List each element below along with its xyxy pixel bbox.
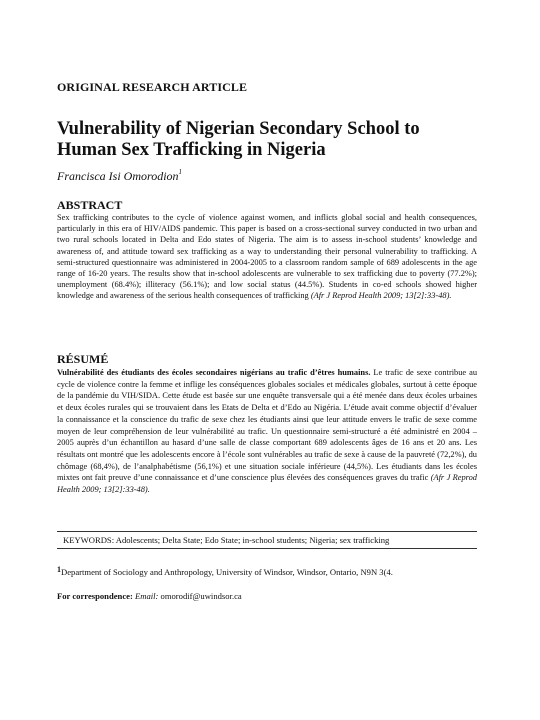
email-link[interactable]: omorodif@uwindsor.ca xyxy=(160,591,242,601)
abstract-heading: ABSTRACT xyxy=(57,198,123,212)
author-affiliation-marker: 1 xyxy=(178,168,183,176)
resume-body xyxy=(57,367,477,496)
email-label: Email: xyxy=(134,591,159,601)
abstract-citation: (Afr J Reprod Health 2009; 13[2]:33-48). xyxy=(310,291,452,301)
abstract-text: Sex trafficking contributes to the cycle of violence against women, and inflicts global social and health consequences, particularly in this era of HIV/AIDS pandemic. This paper is based on a cross-sectional survey conducted in two urban and two rural schools located in Delta and Edo states of Nigeria. The aim is to assess in-school students’ knowledge and awareness of, and attitude toward sex trafficking as a way to understanding their personal vulnerability to trafficking. A semi-structured questionnaire was administered in 2004-2005 to a classroom random sample of 689 adolescents in the age range of 16-20 years. The results show that in-school adolescents are vulnerable to sex trafficking due to poverty (77.2%); unemployment (68.4%); illiteracy (56.1%); and low social status (44.5%). Students in co-ed schools showed higher knowledge and awareness of the serious health consequences of trafficking xyxy=(57,213,477,301)
keywords-text: KEYWORDS: Adolescents; Delta State; Edo State; in-school students; Nigeria; sex trafficking xyxy=(63,535,390,545)
affiliation-marker: 1 xyxy=(57,565,61,574)
author-line xyxy=(57,168,182,184)
paper-title: Vulnerability of Nigerian Secondary School to Human Sex Trafficking in Nigeria xyxy=(57,119,420,160)
resume-lead-title: Vulnérabilité des étudiants des écoles secondaires nigérians au trafic d’êtres humains. xyxy=(57,368,371,377)
correspondence-label: For correspondence: xyxy=(57,591,133,601)
keywords-box xyxy=(57,531,477,549)
resume-heading: RÉSUMÉ xyxy=(57,352,109,366)
correspondence-line xyxy=(57,591,242,601)
article-type-label: ORIGINAL RESEARCH ARTICLE xyxy=(57,80,248,94)
abstract-body xyxy=(57,212,477,302)
author-name: Francisca Isi Omorodion xyxy=(57,169,179,183)
resume-text: Le trafic de sexe contribue au cycle de violence contre la femme et inflige les conséquences globales sociales et médicales globales, surtout à cette époque de la pandémie du VIH/SIDA. Cette étude est basée sur une enquête transversale qui a été menée dans deux écoles urbaines et deux écoles rurales qui se trouvaient dans les Etats de Delta et d’Edo au Nigéria. L’étude avait comme objectif d’évaluer la connaissance et la conscience du trafic de sexe chez les étudiants ainsi que leur attitude envers le trafic de sexe comme moyen de leur compréhension de leur vulnérabilité au trafic. Un questionnaire semi-structuré a été administré en 2004 – 2005 auprès d’un échantillon au hasard d’une salle de classe comportant 689 adolescents âges de 16 ans et 20 ans. Les résultats ont montré que les adolescents encore à l’école sont vulnérables au trafic de sexe à cause de la pauvreté (72,2%), du chômage (68,4%), de l’analphabétisme (56,1%) et une situation sociale inférieure (44,5%). Les étudiants dans les écoles mixtes ont fait preuve d’une connaissance et d’une conscience plus élevées des conséquences graves du trafic xyxy=(57,368,478,483)
affiliation-footnote xyxy=(57,565,477,577)
affiliation-text: Department of Sociology and Anthropology, University of Windsor, Windsor, Ontario, N9N 3(4. xyxy=(61,567,393,577)
resume-citation: (Afr J Reprod Health 2009; 13[2]:33-48). xyxy=(57,473,477,495)
